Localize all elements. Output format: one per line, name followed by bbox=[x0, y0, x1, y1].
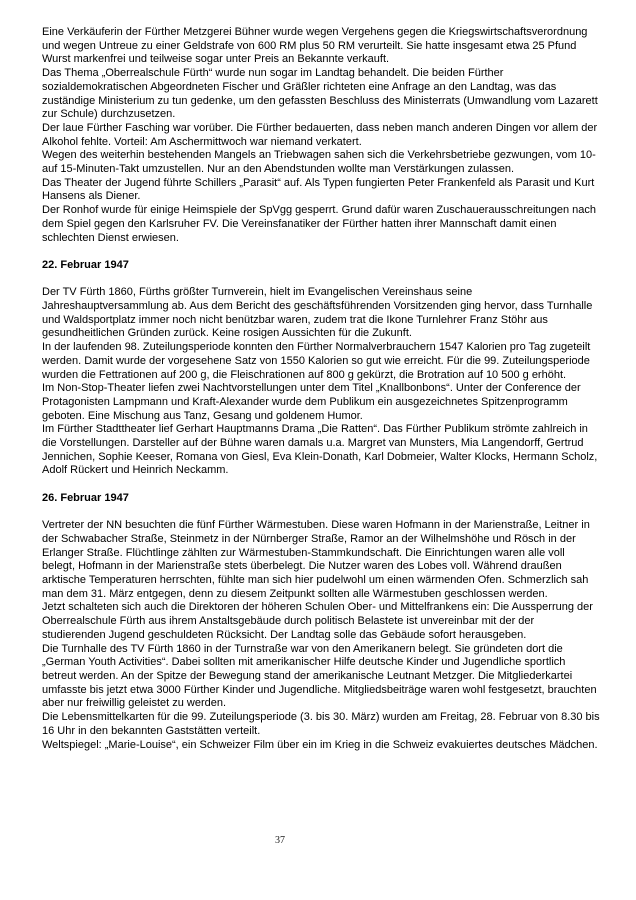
text-block bbox=[42, 26, 600, 752]
paragraph: Im Non-Stop-Theater liefen zwei Nachtvorstellungen unter dem Titel „Knallbonbons“. Unter der Conference der Protagonisten Lampmann und Kraft-Alexander wurde dem Publikum ein ausgezeichnetes Spitzenprogramm geboten. Eine Mischung aus Tanz, Gesang und goldenem Humor. bbox=[42, 382, 581, 422]
paragraph: Der TV Fürth 1860, Fürths größter Turnverein, hielt im Evangelischen Vereinshaus seine Jahreshauptversammlung ab. Aus dem Bericht des geschäftsführenden Vorsitzenden ging hervor, dass Turnhalle und Waldsportplatz immer noch nicht benützbar waren, zudem trat die Ikone Turnlehrer Franz Stöhr aus gesundheitlichen Gründen zurück. Keine rosigen Aussichten für die Zukunft. bbox=[42, 286, 593, 340]
paragraph: Der laue Fürther Fasching war vorüber. Die Fürther bedauerten, dass neben manch anderen Dingen vor allem der Alkohol fehlte. Vorteil: Am Aschermittwoch war niemand verkatert. bbox=[42, 121, 598, 148]
paragraph: Das Thema „Oberrealschule Fürth“ wurde nun sogar im Landtag behandelt. Die beiden Fürther sozialdemokratischen Abgeordneten Fischer und Gräßler richteten eine Anfrage an den Landtag, was das zuständige Ministerium zu tun gedenke, um den gefassten Beschluss des Ministerrats (Umwandlung vom Lazarett zur Schule) durchzusetzen. bbox=[42, 67, 598, 121]
paragraph: Die Lebensmittelkarten für die 99. Zuteilungsperiode (3. bis 30. März) wurden am Freitag, 28. Februar von 8.30 bis 16 Uhr in den bekannten Gaststätten verteilt. bbox=[42, 711, 600, 737]
paragraph: Jetzt schalteten sich auch die Direktoren der höheren Schulen Ober- und Mittelfrankens ein: Die Aussperrung der Oberrealschule Fürth aus ihrem Anstaltsgebäude durch politisch Belastete ist unvereinbar mit der der studierenden Jugend geschuldeten Rücksicht. Der Landtag solle das Gebäude sofort herausgeben. bbox=[42, 601, 593, 641]
paragraph: Das Theater der Jugend führte Schillers „Parasit“ auf. Als Typen fungierten Peter Frankenfeld als Parasit und Kurt Hansens als Diener. bbox=[42, 176, 595, 203]
paragraph: Der Ronhof wurde für einige Heimspiele der SpVgg gesperrt. Grund dafür waren Zuschauerausschreitungen nach dem Spiel gegen den Karlsruher FV. Die Vereinsfanatiker der Fürther hatten ihrer Mannschaft damit einen schlechten Dienst erwiesen. bbox=[42, 204, 596, 244]
date-heading: 26. Februar 1947 bbox=[42, 491, 129, 504]
paragraph: Eine Verkäuferin der Fürther Metzgerei Bühner wurde wegen Vergehens gegen die Kriegswirtschaftsverordnung und wegen Untreue zu einer Geldstrafe von 600 RM plus 50 RM verurteilt. Sie hatte insgesamt etwa 25 Pfund Wurst markenfrei und teilweise sogar unter Preis an Bekannte verkauft. bbox=[42, 26, 588, 66]
paragraph: Im Fürther Stadttheater lief Gerhart Hauptmanns Drama „Die Ratten“. Das Fürther Publikum strömte zahlreich in die Vorstellungen. Darsteller auf der Bühne waren damals u.a. Margret van Munsters, Mia Langendorff, Gertrud Jennichen, Sophie Keeser, Romana von Giesl, Eva Klein-Donath, Karl Dobmeier, Walter Klocks, Hermann Scholz, Adolf Rückert und Heinrich Neckamm. bbox=[42, 423, 598, 477]
page-number: 37 bbox=[275, 835, 285, 846]
paragraph: Vertreter der NN besuchten die fünf Fürther Wärmestuben. Diese waren Hofmann in der Marienstraße, Leitner in der Schwabacher Straße, Steinmetz in der Nürnberger Straße, Ramor an der Wilhelmshöhe und Rösch in der Erlanger Straße. Flüchtlinge zählten zur Wärmestuben-Stammkundschaft. Die Einrichtungen waren alle voll belegt, Hofmann in der Marienstraße stets überbelegt. Die Nutzer waren des Lobes voll. Während draußen arktische Temperaturen herrschten, fühlte man sich hier pudelwohl um einen wärmenden Ofen. Schmerzlich sah man dem 31. März entgegen, denn zu diesem Zeitpunkt sollten alle Wärmestuben geschlossen werden. bbox=[42, 519, 590, 600]
paragraph: In der laufenden 98. Zuteilungsperiode konnten den Fürther Normalverbrauchern 1547 Kalorien pro Tag zugeteilt werden. Damit wurde der vorgesehene Satz von 1550 Kalorien so gut wie erreicht. Für die 99. Zuteilungsperiode wurden die Fettrationen auf 200 g, die Fleischrationen auf 800 g gekürzt, die Brotration auf 10 500 g erhöht. bbox=[42, 341, 591, 381]
paragraph: Weltspiegel: „Marie-Louise“, ein Schweizer Film über ein im Krieg in die Schweiz evakuiertes deutsches Mädchen. bbox=[42, 738, 598, 751]
paragraph: Die Turnhalle des TV Fürth 1860 in der Turnstraße war von den Amerikanern belegt. Sie gründeten dort die „German Youth Activities“. Dabei sollten mit amerikanischer Hilfe deutsche Kinder und Jugendliche sportlich betreut werden. An der Spitze der Bewegung stand der amerikanische Leutnant Metzger. Die Mitgliederkartei umfasste bis jetzt etwa 3000 Fürther Kinder und Jugendliche. Mitgliedsbeiträge waren wohl festgesetzt, brauchten aber nur freiwillig geleistet zu werden. bbox=[42, 642, 597, 710]
date-heading: 22. Februar 1947 bbox=[42, 258, 129, 271]
paragraph: Wegen des weiterhin bestehenden Mangels an Triebwagen sahen sich die Verkehrsbetriebe gezwungen, vom 10- auf 15-Minuten-Takt umzustellen. Nur an den Abendstunden wollte man Verstärkungen zulassen. bbox=[42, 149, 596, 176]
